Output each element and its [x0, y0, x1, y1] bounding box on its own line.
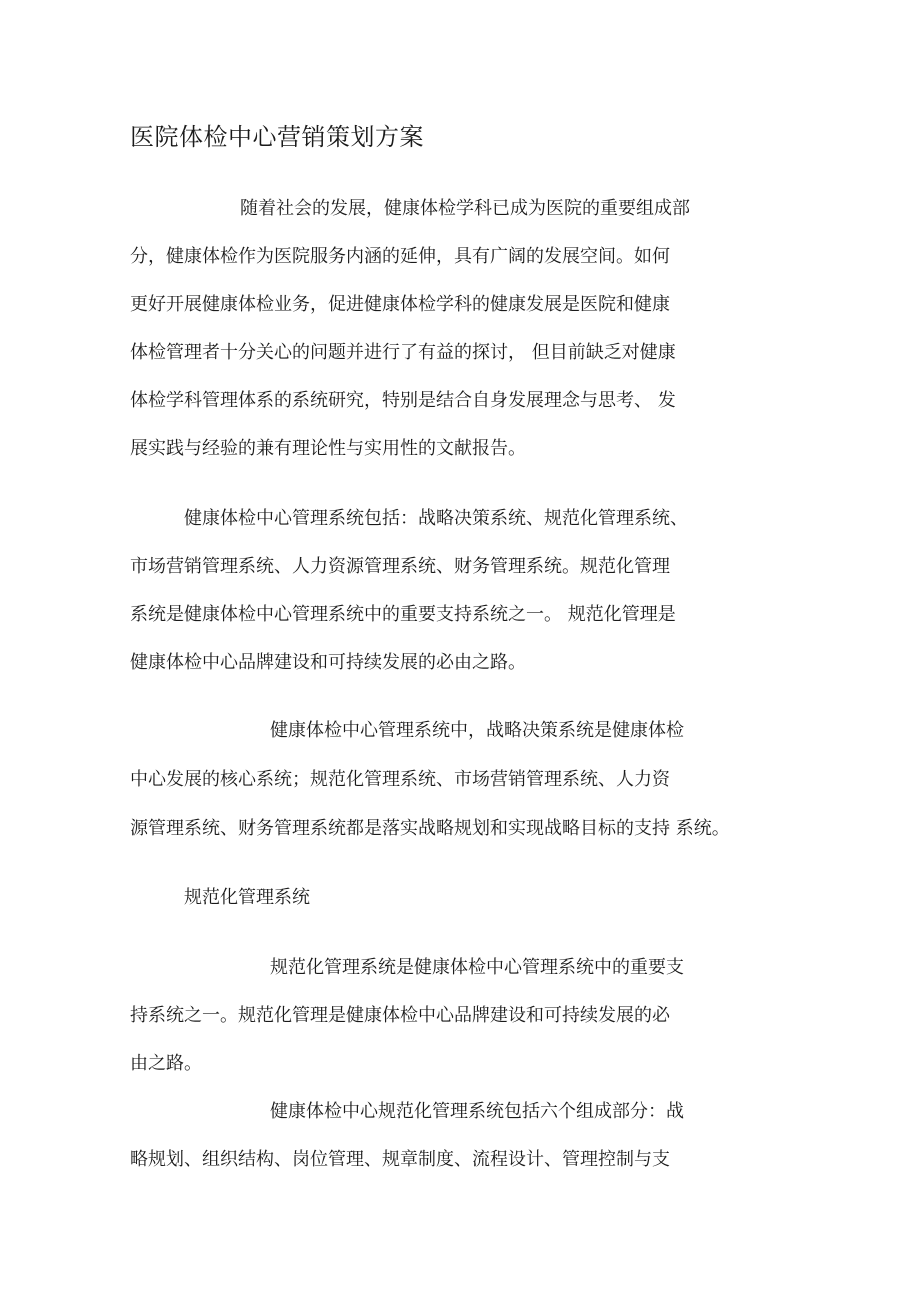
paragraph-1-line-1: 随着社会的发展，健康体检学科已成为医院的重要组成部	[240, 198, 690, 219]
paragraph-2-line-1: 健康体检中心管理系统包括：战略决策系统、规范化管理系统、	[184, 508, 688, 529]
paragraph-1-line-4: 体检管理者十分关心的问题并进行了有益的探讨， 但目前缺乏对健康	[130, 342, 676, 363]
section-heading: 规范化管理系统	[184, 887, 310, 908]
paragraph-2-line-3: 系统是健康体检中心管理系统中的重要支持系统之一。 规范化管理是	[130, 604, 676, 625]
paragraph-2-line-4: 健康体检中心品牌建设和可持续发展的必由之路。	[130, 652, 526, 673]
paragraph-1-line-5: 体检学科管理体系的系统研究，特别是结合自身发展理念与思考、 发	[130, 390, 676, 411]
paragraph-1-line-3: 更好开展健康体检业务，促进健康体检学科的健康发展是医院和健康	[130, 294, 670, 315]
paragraph-4-line-1: 规范化管理系统是健康体检中心管理系统中的重要支	[270, 957, 684, 978]
document-title: 医院体检中心营销策划方案	[130, 123, 424, 151]
paragraph-5-line-1: 健康体检中心规范化管理系统包括六个组成部分：战	[270, 1101, 684, 1122]
paragraph-2-line-2: 市场营销管理系统、人力资源管理系统、财务管理系统。规范化管理	[130, 556, 670, 577]
paragraph-4-line-2: 持系统之一。规范化管理是健康体检中心品牌建设和可持续发展的必	[130, 1005, 670, 1026]
paragraph-4-line-3: 由之路。	[130, 1053, 202, 1074]
paragraph-3-line-3: 源管理系统、财务管理系统都是落实战略规划和实现战略目标的支持 系统。	[130, 818, 730, 839]
paragraph-3-line-2: 中心发展的核心系统；规范化管理系统、市场营销管理系统、人力资	[130, 769, 670, 790]
paragraph-3-line-1: 健康体检中心管理系统中，战略决策系统是健康体检	[270, 720, 684, 741]
paragraph-1-line-6: 展实践与经验的兼有理论性与实用性的文献报告。	[130, 438, 526, 459]
paragraph-5-line-2: 略规划、组织结构、岗位管理、规章制度、流程设计、管理控制与支	[130, 1149, 670, 1170]
paragraph-1-line-2: 分，健康体检作为医院服务内涵的延伸，具有广阔的发展空间。如何	[130, 246, 670, 267]
